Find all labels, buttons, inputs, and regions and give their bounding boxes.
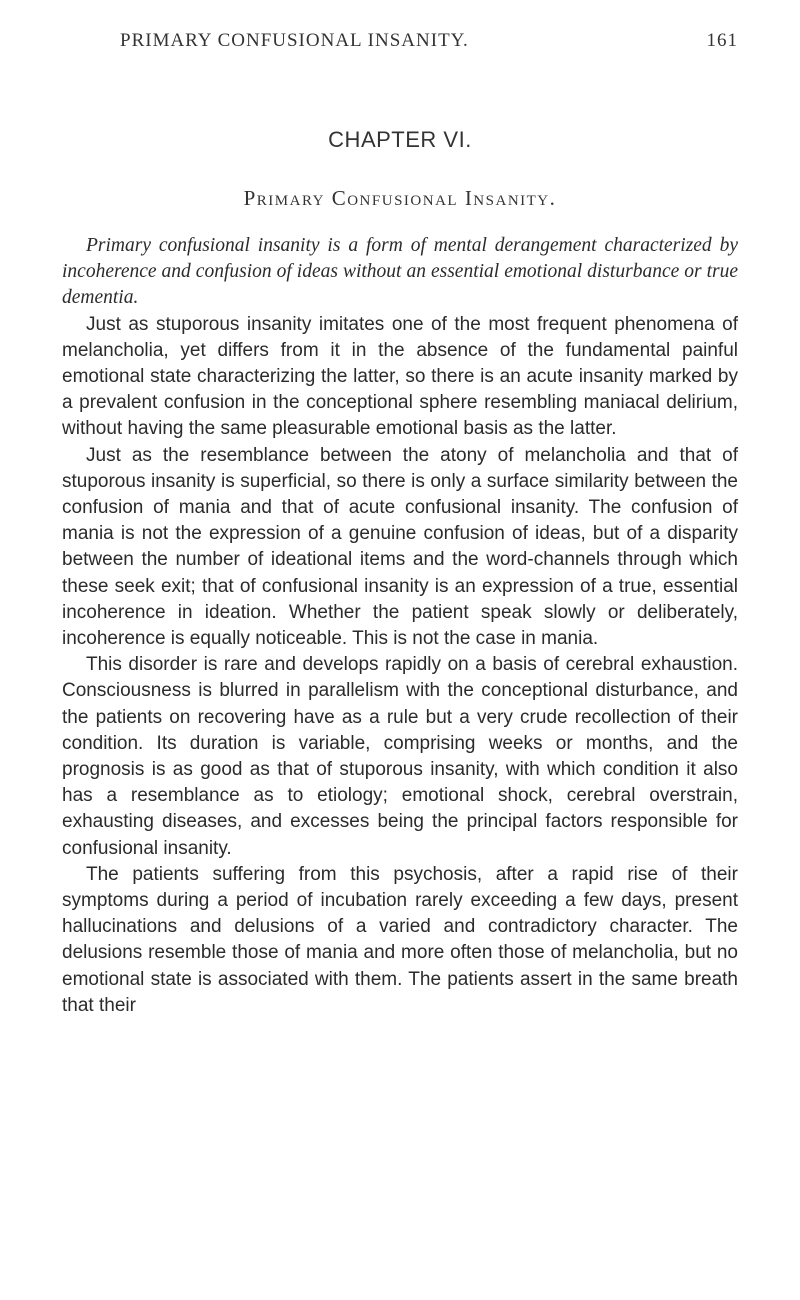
body-text [62, 233, 738, 1019]
running-head [120, 30, 738, 58]
page-number: 161 [706, 30, 738, 51]
paragraph: Just as stuporous insanity imitates one of the most frequent phenomena of melancholia, yet differs from it in the absence of the fundamental painful emotional state characterizing the latter, so there is an acute insanity marked by a prevalent confusion in the conceptional sphere resembling maniacal delirium, without having the same pleasurable emotional basis as the latter. [62, 313, 738, 440]
intro-paragraph: Primary confusional insanity is a form of mental derangement characterized by incoherence and confusion of ideas without an essential emotional disturbance or true dementia. [62, 235, 738, 309]
chapter-heading: CHAPTER VI. [328, 127, 472, 152]
running-title: PRIMARY CONFUSIONAL INSANITY. [120, 30, 469, 51]
paragraph: This disorder is rare and develops rapidly on a basis of cerebral exhaustion. Consciousness is blurred in parallelism with the conceptional disturbance, and the patients on recovering have as a rule but a very crude recollection of their condition. Its duration is variable, comprising weeks or months, and the prognosis is as good as that of stuporous insanity, with which condition it also has a resemblance as to etiology; emotional shock, cerebral overstrain, exhausting diseases, and excesses being the principal factors responsible for confusional insanity. [62, 654, 738, 859]
paragraph: The patients suffering from this psychosis, after a rapid rise of their symptoms during a period of incubation rarely exceeding a few days, present hallucinations and delusions of a varied and contradictory character. The delusions resemble those of mania and more often those of melancholia, but no emotional state is associated with them. The patients assert in the same breath that their [62, 863, 738, 1016]
paragraph: Just as the resemblance between the atony of melancholia and that of stuporous insanity is superficial, so there is only a surface similarity between the confusion of mania and that of acute confusional insanity. The confusion of mania is not the expression of a genuine confusion of ideas, but of a disparity between the number of ideational items and the word-channels through which these seek exit; that of confusional insanity is an expression of a true, essential incoherence in ideation. Whether the patient speak slowly or deliberately, incoherence is equally noticeable. This is not the case in mania. [62, 444, 738, 650]
chapter-title: Primary Confusional Insanity. [243, 186, 557, 210]
